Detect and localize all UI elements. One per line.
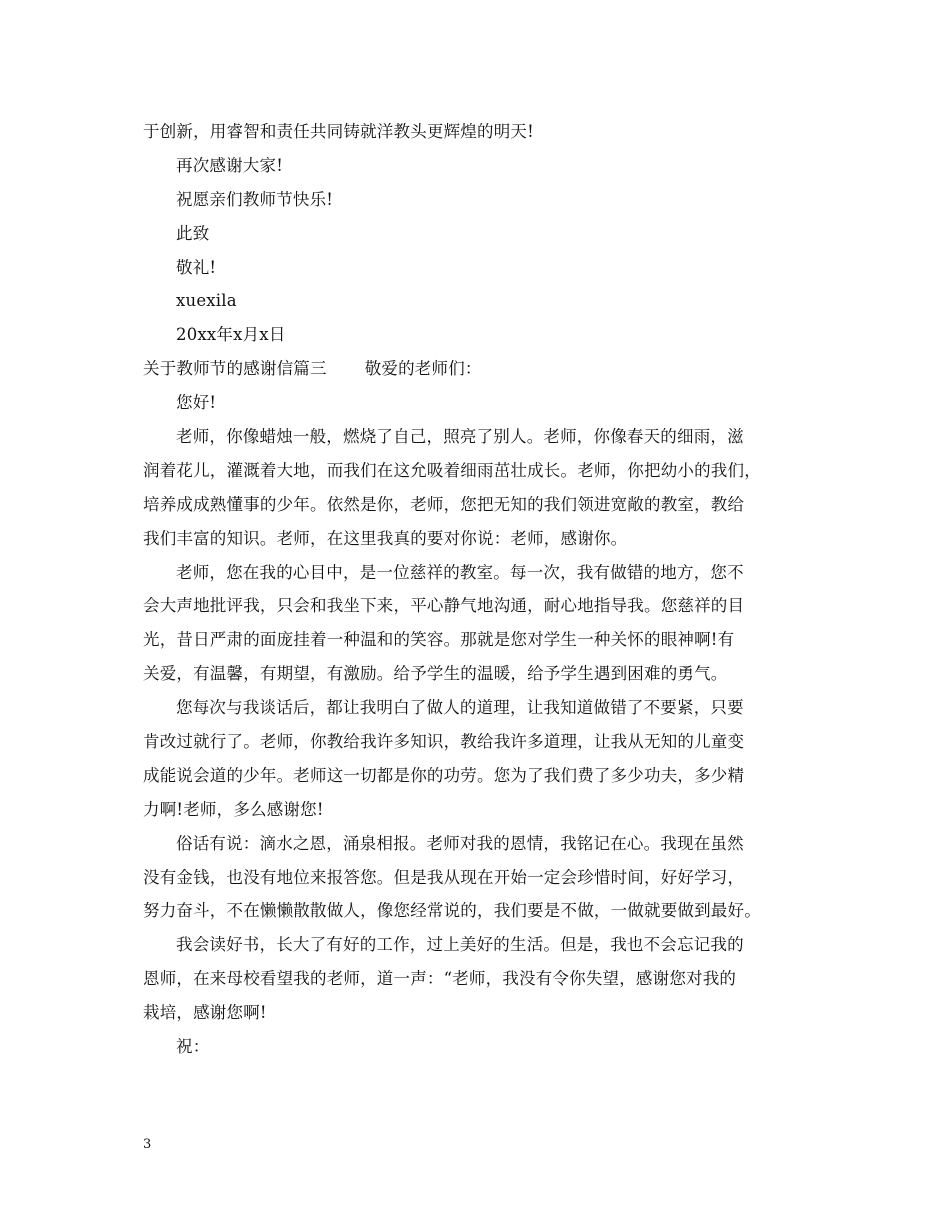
paragraph-line: 俗话有说：滴水之恩，涌泉相报。老师对我的恩情，我铭记在心。我现在虽然 (176, 833, 744, 853)
closing-phrase: 此致 (176, 223, 210, 243)
text-line: 祝愿亲们教师节快乐! (176, 189, 334, 209)
paragraph-line: 成能说会道的少年。老师这一切都是你的功劳。您为了我们费了多少功夫，多少精 (143, 765, 745, 785)
paragraph-line: 没有金钱，也没有地位来报答您。但是我从现在开始一定会珍惜时间，好好学习， (143, 867, 745, 887)
section-salutation: 敬爱的老师们： (364, 359, 482, 379)
paragraph-line: 关爱，有温馨，有期望，有激励。给予学生的温暖，给予学生遇到困难的勇气。 (143, 664, 728, 684)
greeting: 您好! (176, 393, 217, 413)
paragraph-line: 老师，你像蜡烛一般，燃烧了自己，照亮了别人。老师，你像春天的细雨，滋 (176, 427, 744, 447)
closing-salute: 敬礼! (176, 257, 217, 277)
paragraph-line: 您每次与我谈话后，都让我明白了做人的道理，让我知道做错了不要紧，只要 (176, 698, 744, 718)
document-body (143, 115, 833, 1064)
paragraph-line: 光，昔日严肃的面庞挂着一种温和的笑容。那就是您对学生一种关怀的眼神啊!有 (143, 630, 735, 650)
paragraph-line: 栽培，感谢您啊! (143, 1003, 267, 1023)
page-number: 3 (143, 1137, 152, 1152)
paragraph-line: 我们丰富的知识。老师，在这里我真的要对你说：老师，感谢你。 (143, 528, 628, 548)
text-line: 再次感谢大家! (176, 155, 284, 175)
paragraph-line: 会大声地批评我，只会和我坐下来，平心静气地沟通，耐心地指导我。您慈祥的目 (143, 596, 745, 616)
paragraph-line: 恩师，在来母校看望我的老师，道一声：“老师，我没有令你失望，感谢您对我的 (143, 969, 737, 989)
text-line: 于创新，用睿智和责任共同铸就洋教头更辉煌的明天! (143, 122, 534, 141)
paragraph-line: 力啊!老师，多么感谢您! (143, 799, 324, 819)
date-line: 20xx年x月x日 (176, 325, 286, 345)
closing-wish: 祝： (176, 1037, 210, 1057)
paragraph-line: 努力奋斗，不在懒懒散散做人，像您经常说的，我们要是不做，一做就要做到最好。 (143, 901, 761, 921)
section-heading-line (143, 352, 833, 386)
paragraph-line: 我会读好书，长大了有好的工作，过上美好的生活。但是，我也不会忘记我的 (176, 935, 744, 955)
paragraph-line: 老师，您在我的心目中，是一位慈祥的教室。每一次，我有做错的地方，您不 (176, 562, 744, 582)
paragraph-line: 肯改过就行了。老师，你教给我许多知识，教给我许多道理，让我从无知的儿童变 (143, 732, 745, 752)
section-title: 关于教师节的感谢信篇三 (143, 359, 327, 379)
signature: xuexila (176, 291, 237, 311)
paragraph-line: 培养成成熟懂事的少年。依然是你，老师，您把无知的我们领进宽敞的教室，教给 (143, 494, 745, 514)
paragraph-line: 润着花儿，灌溉着大地，而我们在这允吸着细雨茁壮成长。老师，你把幼小的我们， (143, 460, 761, 480)
